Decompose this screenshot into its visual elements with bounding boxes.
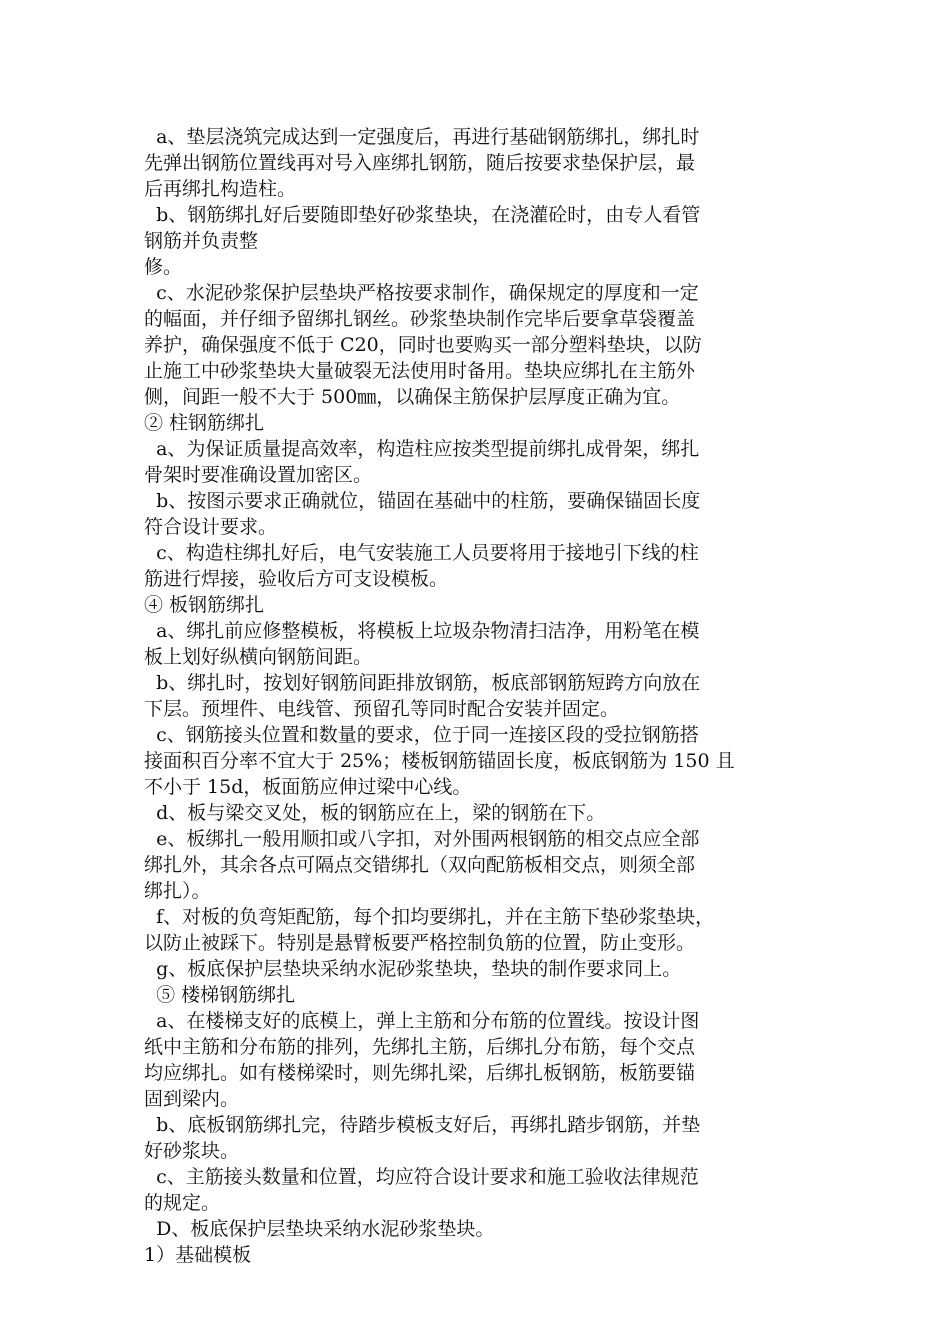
text-line: 纸中主筋和分布筋的排列，先绑扎主筋，后绑扎分布筋，每个交点 [144, 1036, 696, 1058]
text-line: f、对板的负弯矩配筋，每个扣均要绑扎，并在主筋下垫砂浆垫块， [144, 906, 715, 928]
text-line: 均应绑扎。如有楼梯梁时，则先绑扎梁，后绑扎板钢筋，板筋要锚 [144, 1062, 696, 1084]
text-line: D、板底保护层垫块采纳水泥砂浆垫块。 [144, 1218, 495, 1240]
text-line: a、在楼梯支好的底模上，弹上主筋和分布筋的位置线。按设计图 [144, 1010, 700, 1032]
text-line: b、底板钢筋绑扎完，待踏步模板支好后，再绑扎踏步钢筋，并垫 [144, 1114, 701, 1136]
text-line: 不小于 15d，板面筋应伸过梁中心线。 [144, 776, 472, 798]
text-line: 止施工中砂浆垫块大量破裂无法使用时备用。垫块应绑扎在主筋外 [144, 360, 696, 382]
text-line: 接面积百分率不宜大于 25%；楼板钢筋锚固长度，板底钢筋为 150 且 [144, 750, 735, 772]
section-heading: ⑤ 楼梯钢筋绑扎 [144, 984, 296, 1006]
text-line: c、水泥砂浆保护层垫块严格按要求制作，确保规定的厚度和一定 [144, 282, 699, 304]
text-line: d、板与梁交叉处，板的钢筋应在上，梁的钢筋在下。 [144, 802, 606, 824]
text-line: 板上划好纵横向钢筋间距。 [144, 646, 373, 668]
text-line: 的幅面，并仔细予留绑扎钢丝。砂浆垫块制作完毕后要拿草袋覆盖 [144, 308, 696, 330]
text-line: 钢筋并负责整 [144, 230, 259, 252]
text-line: 侧，间距一般不大于 500㎜，以确保主筋保护层厚度正确为宜。 [144, 386, 681, 408]
text-line: 以防止被踩下。特别是悬臂板要严格控制负筋的位置，防止变形。 [144, 932, 696, 954]
text-line: 修。 [144, 256, 183, 278]
text-line: a、绑扎前应修整模板，将模板上垃圾杂物清扫洁净，用粉笔在模 [144, 620, 700, 642]
text-line: 的规定。 [144, 1192, 221, 1214]
text-line: g、板底保护层垫块采纳水泥砂浆垫块，垫块的制作要求同上。 [144, 958, 682, 980]
text-line: 绑扎）。 [144, 880, 211, 902]
text-line: b、按图示要求正确就位，锚固在基础中的柱筋，要确保锚固长度 [144, 490, 701, 512]
text-line: 养护，确保强度不低于 C20，同时也要购买一部分塑料垫块，以防 [144, 334, 702, 356]
section-heading: ④ 板钢筋绑扎 [144, 594, 265, 616]
text-line: 后再绑扎构造柱。 [144, 178, 297, 200]
text-line: a、为保证质量提高效率，构造柱应按类型提前绑扎成骨架，绑扎 [144, 438, 700, 460]
section-heading: 1）基础模板 [144, 1244, 252, 1266]
text-line: 好砂浆块。 [144, 1140, 240, 1162]
text-line: 绑扎外，其余各点可隔点交错绑扎（双向配筋板相交点，则须全部 [144, 854, 696, 876]
text-line: c、钢筋接头位置和数量的要求，位于同一连接区段的受拉钢筋搭 [144, 724, 699, 746]
text-line: 符合设计要求。 [144, 516, 278, 538]
text-line: b、绑扎时，按划好钢筋间距排放钢筋，板底部钢筋短跨方向放在 [144, 672, 701, 694]
section-heading: ② 柱钢筋绑扎 [144, 412, 265, 434]
text-line: 筋进行焊接，验收后方可支设模板。 [144, 568, 449, 590]
text-line: c、主筋接头数量和位置，均应符合设计要求和施工验收法律规范 [144, 1166, 699, 1188]
text-line: 固到梁内。 [144, 1088, 240, 1110]
text-line: a、垫层浇筑完成达到一定强度后，再进行基础钢筋绑扎，绑扎时 [144, 126, 700, 148]
document-body [144, 124, 816, 1268]
text-line: e、板绑扎一般用顺扣或八字扣，对外围两根钢筋的相交点应全部 [144, 828, 700, 850]
text-line: 先弹出钢筋位置线再对号入座绑扎钢筋，随后按要求垫保护层，最 [144, 152, 696, 174]
text-line: 下层。预埋件、电线管、预留孔等同时配合安装并固定。 [144, 698, 620, 720]
text-line: b、钢筋绑扎好后要随即垫好砂浆垫块，在浇灌砼时，由专人看管 [144, 204, 701, 226]
text-line: 骨架时要准确设置加密区。 [144, 464, 373, 486]
text-line: c、构造柱绑扎好后，电气安装施工人员要将用于接地引下线的柱 [144, 542, 699, 564]
